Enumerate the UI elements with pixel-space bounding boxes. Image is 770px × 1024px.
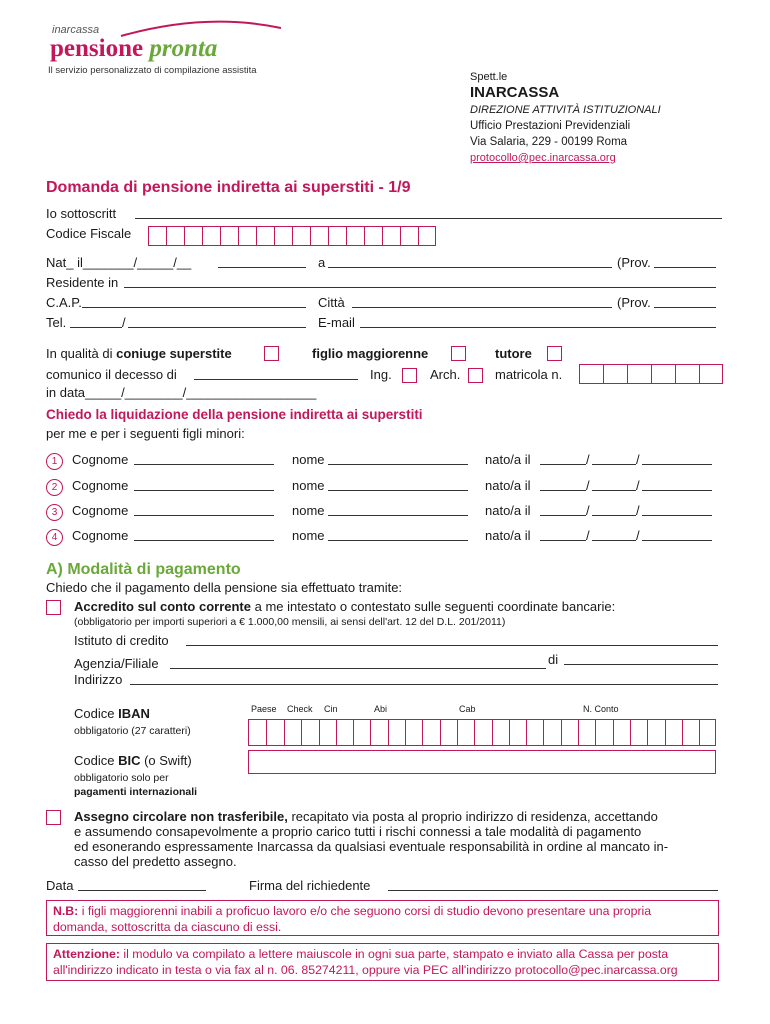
nb-line-2: domanda, sottoscritta da ciascuno di essi. — [53, 920, 282, 934]
input-istituto[interactable] — [186, 645, 718, 646]
attenzione-line-2: all'indirizzo indicato in testa o via fax al n. 06. 85274211, oppure via PEC all'indirizzo protocollo@pec.inarcassa.org — [53, 963, 678, 977]
logo-brand-small: inarcassa — [52, 24, 100, 36]
input-di[interactable] — [564, 664, 718, 665]
input-figlio-nato-mese[interactable] — [592, 464, 636, 465]
input-figlio-nome[interactable] — [328, 464, 468, 465]
logo — [46, 18, 286, 82]
addressee-pec[interactable]: protocollo@pec.inarcassa.org — [470, 152, 616, 164]
iban-char-box[interactable] — [699, 719, 716, 746]
iban-char-box[interactable] — [474, 719, 491, 746]
bic-input-box[interactable] — [248, 750, 716, 774]
label-agenzia: Agenzia/Filiale — [74, 656, 159, 671]
checkbox-arch[interactable] — [468, 368, 483, 383]
date-slash: / — [636, 478, 640, 493]
label-figlio-cognome: Cognome — [72, 478, 129, 493]
label-arch: Arch. — [430, 367, 461, 382]
iban-char-box[interactable] — [647, 719, 664, 746]
codice-fiscale-boxes[interactable] — [148, 226, 436, 246]
iban-char-box[interactable] — [440, 719, 457, 746]
label-sottoscritt: Io sottoscritt — [46, 206, 117, 221]
label-email: E-mail — [318, 315, 355, 330]
input-indirizzo[interactable] — [130, 684, 718, 685]
figlio-number: 4 — [46, 529, 63, 546]
input-prov-1[interactable] — [654, 267, 716, 268]
checkbox-figlio-maggiorenne[interactable] — [451, 346, 466, 361]
iban-char-box[interactable] — [561, 719, 578, 746]
date-slash: / — [586, 452, 590, 467]
input-figlio-nome[interactable] — [328, 540, 468, 541]
bic-title-c: (o Swift) — [140, 753, 192, 768]
label-ing: Ing. — [370, 367, 392, 382]
logo-tagline: Il servizio personalizzato di compilazione assistita — [48, 65, 257, 76]
iban-char-box[interactable] — [595, 719, 612, 746]
label-matricola: matricola n. — [495, 367, 563, 382]
iban-char-box[interactable] — [319, 719, 336, 746]
input-tel-number[interactable] — [128, 327, 306, 328]
addressee-office: Ufficio Prestazioni Previdenziali — [470, 120, 631, 132]
logo-brand-main-a: pensione — [50, 35, 150, 62]
label-figlio-cognome: Cognome — [72, 528, 129, 543]
label-figlio-cognome: Cognome — [72, 452, 129, 467]
iban-label-cab: Cab — [459, 704, 476, 714]
input-email[interactable] — [360, 327, 716, 328]
label-in-qualita — [46, 346, 232, 362]
label-assegno-2: e assumendo consapevolmente a proprio carico tutti i rischi connessi a tale modalità di pagamento — [74, 824, 642, 839]
bic-note-1: obbligatorio solo per — [74, 772, 169, 784]
input-figlio-cognome[interactable] — [134, 490, 274, 491]
chiedo-heading: Chiedo la liquidazione della pensione indiretta ai superstiti — [46, 407, 423, 422]
iban-char-box[interactable] — [630, 719, 647, 746]
attenzione-label: Attenzione: — [53, 947, 120, 961]
input-luogo-nascita[interactable] — [328, 267, 612, 268]
bic-note-2: pagamenti internazionali — [74, 786, 198, 798]
label-accredito — [74, 599, 615, 615]
input-figlio-nome[interactable] — [328, 490, 468, 491]
iban-boxes[interactable] — [248, 719, 716, 746]
iban-char-box[interactable] — [266, 719, 284, 746]
input-figlio-nato-anno[interactable] — [642, 540, 712, 541]
iban-char-box[interactable] — [665, 719, 682, 746]
label-assegno-1 — [74, 809, 658, 825]
label-figlio-maggiorenne: figlio maggiorenne — [312, 346, 429, 361]
input-firma[interactable] — [388, 890, 718, 891]
input-data[interactable] — [78, 890, 206, 891]
iban-char-box[interactable] — [492, 719, 509, 746]
iban-label-check: Check — [287, 704, 313, 714]
input-sottoscritt[interactable] — [135, 218, 722, 219]
label-residente: Residente in — [46, 275, 119, 290]
iban-char-box[interactable] — [613, 719, 630, 746]
checkbox-accredito[interactable] — [46, 600, 61, 615]
accredito-note: (obbligatorio per importi superiori a € 1.000,00 mensili, ai sensi dell'art. 12 del D.L. 201/2011) — [74, 616, 506, 628]
nb-line-1: i figli maggiorenni inabili a proficuo lavoro e/o che seguono corsi di studio devono presentare una propria — [78, 904, 652, 918]
input-figlio-cognome[interactable] — [134, 540, 274, 541]
label-assegno-bold: Assegno circolare non trasferibile, — [74, 809, 288, 824]
iban-label-cin: Cin — [324, 704, 338, 714]
iban-char-box[interactable] — [353, 719, 370, 746]
iban-char-box[interactable] — [509, 719, 526, 746]
iban-char-box[interactable] — [405, 719, 422, 746]
label-figlio-cognome: Cognome — [72, 503, 129, 518]
input-tel-prefix[interactable] — [70, 327, 122, 328]
input-figlio-nato-giorno[interactable] — [540, 515, 586, 516]
input-figlio-nato-mese[interactable] — [592, 490, 636, 491]
input-residente[interactable] — [124, 287, 716, 288]
bic-title-a: Codice — [74, 753, 119, 768]
label-istituto: Istituto di credito — [74, 633, 169, 648]
date-slash: / — [586, 478, 590, 493]
label-accredito-bold: Accredito sul conto corrente — [74, 599, 251, 614]
iban-char-box[interactable] — [457, 719, 474, 746]
bic-title-b: BIC — [118, 753, 141, 768]
pagamento-heading: A) Modalità di pagamento — [46, 561, 241, 578]
iban-note: obbligatorio (27 caratteri) — [74, 725, 191, 737]
input-cap[interactable] — [82, 307, 306, 308]
label-figlio-nato: nato/a il — [485, 452, 531, 467]
label-assegno-4: casso del predetto assegno. — [74, 854, 237, 869]
iban-char-box[interactable] — [526, 719, 543, 746]
input-figlio-nato-giorno[interactable] — [540, 490, 586, 491]
label-figlio-nato: nato/a il — [485, 478, 531, 493]
checkbox-assegno[interactable] — [46, 810, 61, 825]
addressee-org: INARCASSA — [470, 84, 560, 101]
chiedo-sub: per me e per i seguenti figli minori: — [46, 426, 245, 441]
date-slash: / — [636, 503, 640, 518]
iban-title-a: Codice — [74, 706, 119, 721]
label-assegno-3: ed esonerando espressamente Inarcassa da qualsiasi eventuale responsabilità in ordine al mancato in- — [74, 839, 669, 854]
iban-char-box[interactable] — [284, 719, 301, 746]
input-figlio-nato-mese[interactable] — [592, 515, 636, 516]
input-decesso[interactable] — [194, 379, 358, 380]
label-citta: Città — [318, 295, 345, 310]
input-figlio-nato-anno[interactable] — [642, 464, 712, 465]
label-nato-il: Nat_ il_______/_____/__ — [46, 255, 192, 270]
date-slash: / — [586, 503, 590, 518]
figlio-number: 2 — [46, 479, 63, 496]
pagamento-intro: Chiedo che il pagamento della pensione sia effettuato tramite: — [46, 580, 403, 595]
iban-char-box[interactable] — [248, 719, 266, 746]
attenzione-box — [46, 943, 719, 981]
iban-char-box[interactable] — [422, 719, 439, 746]
input-figlio-nato-giorno[interactable] — [540, 540, 586, 541]
iban-char-box[interactable] — [336, 719, 353, 746]
input-figlio-nato-anno[interactable] — [642, 515, 712, 516]
iban-char-box[interactable] — [370, 719, 387, 746]
input-figlio-nome[interactable] — [328, 515, 468, 516]
addressee-salutation: Spett.le — [470, 71, 508, 83]
label-a: a — [318, 255, 326, 270]
label-figlio-nome: nome — [292, 478, 325, 493]
iban-char-box[interactable] — [578, 719, 595, 746]
iban-char-box[interactable] — [301, 719, 318, 746]
input-figlio-nato-anno[interactable] — [642, 490, 712, 491]
checkbox-ing[interactable] — [402, 368, 417, 383]
date-slash: / — [586, 528, 590, 543]
label-di: di — [548, 652, 559, 667]
label-data: Data — [46, 878, 74, 893]
iban-title — [74, 706, 150, 722]
label-tel: Tel. — [46, 315, 67, 330]
nb-label: N.B: — [53, 904, 79, 918]
logo-swoosh — [116, 18, 286, 38]
label-figlio-nome: nome — [292, 503, 325, 518]
iban-label-n-conto: N. Conto — [583, 704, 619, 714]
figlio-number: 3 — [46, 504, 63, 521]
input-figlio-cognome[interactable] — [134, 464, 274, 465]
label-comunico-decesso: comunico il decesso di — [46, 367, 177, 382]
label-assegno-rest-1: recapitato via posta al proprio indirizzo di residenza, accettando — [287, 809, 658, 824]
input-prov-2[interactable] — [654, 307, 716, 308]
iban-char-box[interactable] — [388, 719, 405, 746]
date-slash: / — [636, 452, 640, 467]
label-accredito-rest: a me intestato o contestato sulle seguenti coordinate bancarie: — [250, 599, 616, 614]
iban-char-box[interactable] — [682, 719, 699, 746]
label-coniuge: coniuge superstite — [116, 346, 232, 361]
iban-label-abi: Abi — [374, 704, 388, 714]
label-prov-2: (Prov. — [617, 295, 651, 310]
label-tutore: tutore — [495, 346, 532, 361]
addressee-dept: DIREZIONE ATTIVITÀ ISTITUZIONALI — [470, 104, 661, 116]
input-figlio-nato-mese[interactable] — [592, 540, 636, 541]
iban-label-paese: Paese — [251, 704, 277, 714]
logo-brand-main-b: pronta — [149, 35, 218, 62]
label-prov-1: (Prov. — [617, 255, 651, 270]
label-figlio-nato: nato/a il — [485, 528, 531, 543]
matricola-boxes[interactable] — [579, 364, 723, 384]
input-figlio-nato-giorno[interactable] — [540, 464, 586, 465]
iban-title-b: IBAN — [118, 706, 150, 721]
label-cap: C.A.P. — [46, 295, 82, 310]
logo-brand-main — [50, 35, 217, 63]
label-figlio-nato: nato/a il — [485, 503, 531, 518]
label-figlio-nome: nome — [292, 452, 325, 467]
label-indirizzo: Indirizzo — [74, 672, 123, 687]
figlio-number: 1 — [46, 453, 63, 470]
label-codice-fiscale: Codice Fiscale — [46, 226, 132, 241]
page-title: Domanda di pensione indiretta ai superstiti - 1/9 — [46, 179, 411, 196]
checkbox-coniuge[interactable] — [264, 346, 279, 361]
checkbox-tutore[interactable] — [547, 346, 562, 361]
input-citta[interactable] — [352, 307, 612, 308]
iban-char-box[interactable] — [543, 719, 560, 746]
nb-box — [46, 900, 719, 936]
label-in-data: in data_____/________/__________________ — [46, 385, 317, 400]
input-agenzia[interactable] — [170, 668, 546, 669]
label-in-qualita-prefix: In qualità di — [46, 346, 113, 361]
label-figlio-nome: nome — [292, 528, 325, 543]
addressee-address: Via Salaria, 229 - 00199 Roma — [470, 136, 628, 148]
label-firma: Firma del richiedente — [249, 878, 371, 893]
input-nato-il-tail[interactable] — [218, 267, 306, 268]
date-slash: / — [636, 528, 640, 543]
tel-slash: / — [122, 315, 126, 330]
input-figlio-cognome[interactable] — [134, 515, 274, 516]
bic-title — [74, 753, 192, 769]
attenzione-line-1: il modulo va compilato a lettere maiuscole in ogni sua parte, stampato e inviato alla Cassa per posta — [119, 947, 669, 961]
